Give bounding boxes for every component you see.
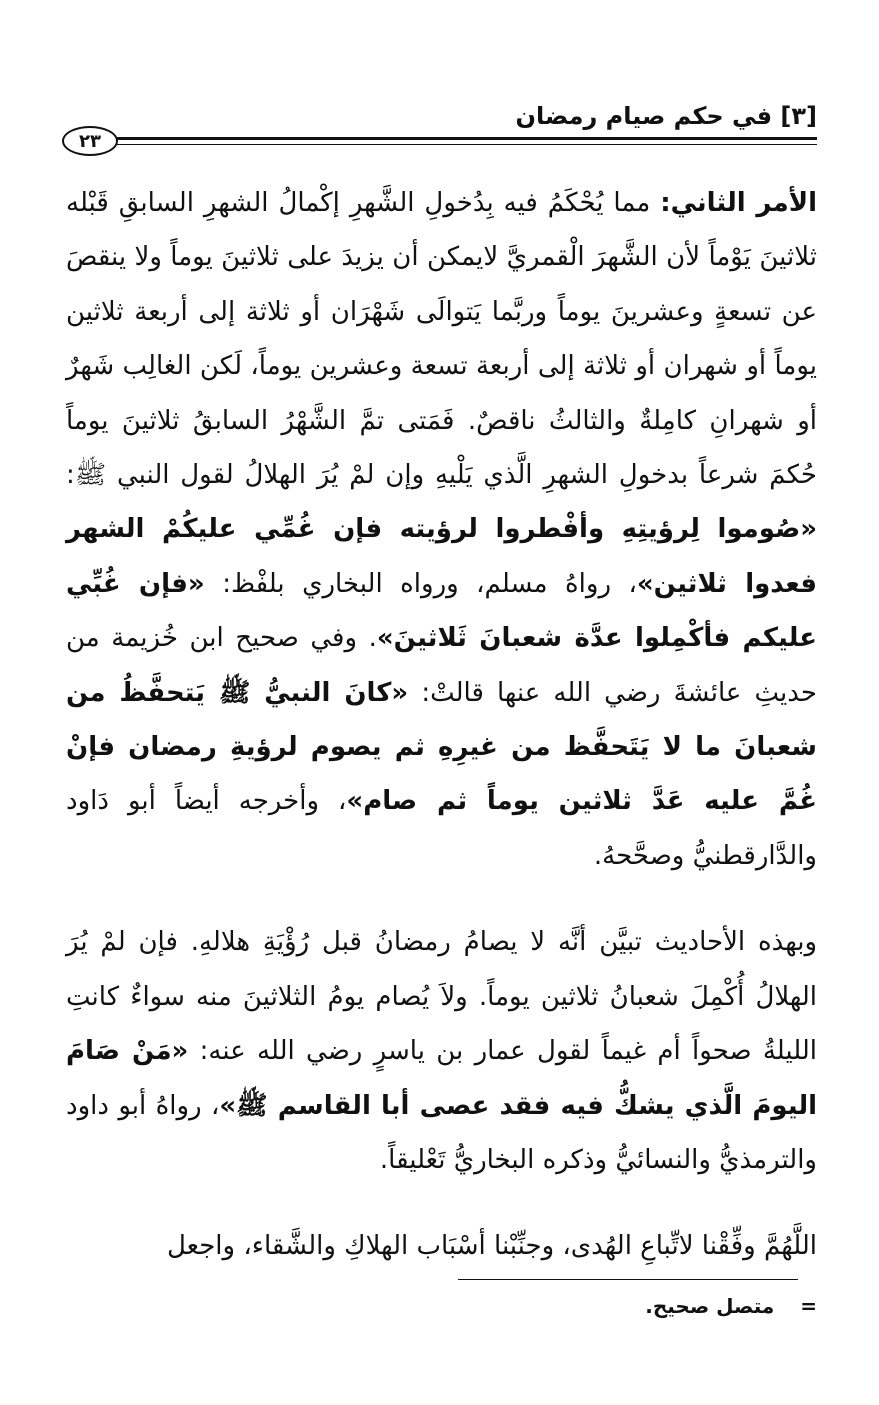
- text-span: وبهذه الأحاديث تبيَّن أنَّه لا يصامُ رمضانُ قبل رُؤْيَةِ هلالهِ. فإن لمْ يُرَ الهلالُ أُكْمِلَ شعبانُ ثلاثين يوماً. ولاَ يُصام يومُ الثلاثينَ منه سواءٌ كانتِ الليلةُ صحواً أم غيماً لقول عمار بن ياسرٍ رضي الله عنه:: [66, 927, 817, 1067]
- paragraph-lead: الأمر الثاني:: [660, 188, 817, 218]
- paragraph-1: [66, 176, 817, 883]
- text-span: ، رواهُ مسلم، ورواه البخاري بلفْظ:: [204, 568, 637, 599]
- text-span: اللَّهُمَّ وفِّقْنا لاتِّباعِ الهُدى، وجنِّبْنا أسْبَاب الهلاكِ والشَّقاء، واجعل: [166, 1231, 817, 1262]
- running-header-title: [٣] في حكم صيام رمضان: [515, 102, 817, 130]
- header-rule-thin: [112, 144, 817, 145]
- footnote-rule: [458, 1279, 798, 1280]
- text-span: . وفي صحيح ابن خُزيمة من حديثِ عائشةَ رضي الله عنها قالتْ:: [66, 623, 817, 708]
- paragraph-gap: [66, 1187, 817, 1219]
- paragraph-gap: [66, 883, 817, 915]
- paragraph-2: [66, 915, 817, 1187]
- footnote: [645, 1294, 817, 1318]
- paragraph-3: [66, 1219, 817, 1273]
- text-span: ، وأخرجه أيضاً أبو دَاود والدَّارقطنيُّ وصحَّحهُ.: [66, 786, 817, 871]
- footnote-text: متصل صحيح.: [645, 1294, 775, 1318]
- hadith-quote: «فإن غُبِّي عليكم فأكْمِلوا عدَّة شعبانَ ثَلاثينَ»: [66, 568, 817, 654]
- footnote-mark: =: [800, 1294, 817, 1318]
- main-text: [66, 176, 817, 1274]
- hadith-quote: «مَنْ صَامَ اليومَ الَّذي يشكُّ فيه فقد عصى أبا القاسم ﷺ»: [66, 1036, 817, 1121]
- hadith-quote: «كانَ النبيُّ ﷺ يَتحفَّظُ من شعبانَ ما لا يَتَحفَّظ من غيرِهِ ثم يصوم لرؤيةِ رمضان فإنْ غُمَّ عليه عَدَّ ثلاثين يوماً ثم صام»: [66, 677, 817, 817]
- page-number: ٢٣: [62, 126, 118, 156]
- text-span: ، رواهُ أبو داود والترمذيُّ والنسائيُّ وذكره البخاريُّ تَعْليقاً.: [66, 1090, 817, 1175]
- header-rule: [112, 137, 817, 140]
- text-span: مما يُحْكَمُ فيه بِدُخولِ الشَّهرِ إكْمالُ الشهرِ السابقِ قَبْله ثلاثينَ يَوْماً لأن الشَّهرَ الْقمريَّ لايمكن أن يزيدَ على ثلاثينَ يوماً ولا ينقصَ عن تسعةٍ وعشرينَ يوماً وربَّما يَتوالَى شَهْرَان أو ثلاثة إلى أربعة ثلاثين يوماً أو شهران أو ثلاثة إلى أربعة تسعة وعشرين يوماً، لَكن الغالِب شَهرٌ أو شهرانِ كامِلةٌ والثالثُ ناقصٌ. فَمَتى تمَّ الشَّهْرُ السابقُ ثلاثينَ يوماً حُكمَ شرعاً بدخولِ الشهرِ الَّذي يَلْيهِ وإن لمْ يُرَ الهلالُ لقول النبي ﷺ:: [66, 188, 817, 491]
- hadith-quote: «صُوموا لِرؤيتِهِ وأفْطروا لرؤيته فإن غُمِّي عليكُمْ الشهر فعدوا ثلاثين»: [66, 514, 817, 599]
